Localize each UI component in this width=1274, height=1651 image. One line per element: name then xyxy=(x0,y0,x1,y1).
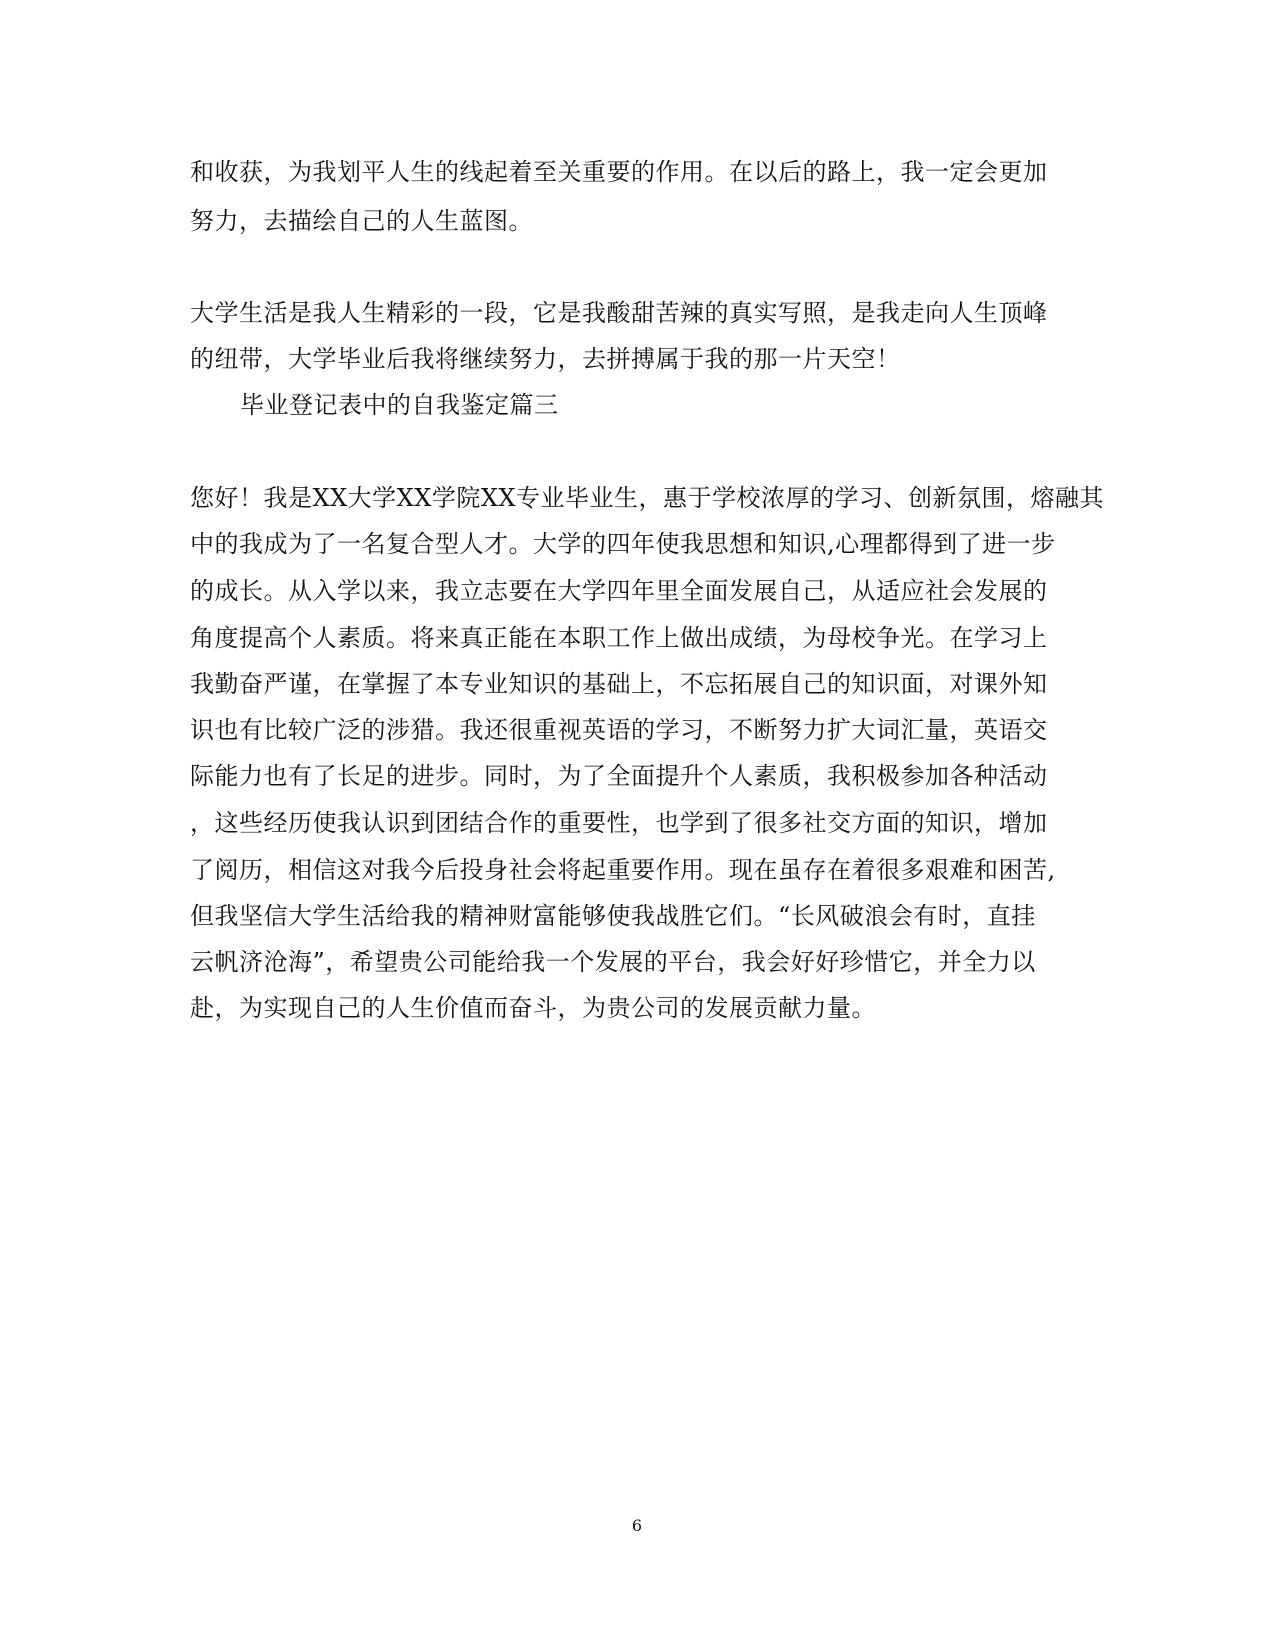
text-line: 大学生活是我人生精彩的一段，它是我酸甜苦辣的真实写照，是我走向人生顶峰 xyxy=(190,299,1048,327)
text-line: 但我坚信大学生活给我的精神财富能够使我战胜它们。“长风破浪会有时，直挂 xyxy=(190,902,1036,930)
text-line: 和收获，为我划平人生的线起着至关重要的作用。在以后的路上，我一定会更加 xyxy=(190,158,1048,186)
text-line: 我勤奋严谨，在掌握了本专业知识的基础上，不忘拓展自己的知识面，对课外知 xyxy=(190,670,1048,698)
section-heading: 毕业登记表中的自我鉴定篇三 xyxy=(240,391,559,419)
text-line: 中的我成为了一名复合型人才。大学的四年使我思想和知识,心理都得到了进一步 xyxy=(190,530,1056,558)
text-line: 的纽带，大学毕业后我将继续努力，去拼搏属于我的那一片天空！ xyxy=(190,345,901,373)
text-line: ，这些经历使我认识到团结合作的重要性，也学到了很多社交方面的知识，增加 xyxy=(190,809,1048,837)
text-line: 赴，为实现自己的人生价值而奋斗，为贵公司的发展贡献力量。 xyxy=(190,994,876,1022)
text-line: 努力，去描绘自己的人生蓝图。 xyxy=(190,207,533,235)
text-line: 云帆济沧海”，希望贵公司能给我一个发展的平台，我会好好珍惜它，并全力以 xyxy=(190,948,1036,976)
text-line: 角度提高个人素质。将来真正能在本职工作上做出成绩，为母校争光。在学习上 xyxy=(190,624,1048,652)
text-line: 的成长。从入学以来，我立志要在大学四年里全面发展自己，从适应社会发展的 xyxy=(190,577,1048,605)
text-line: 了阅历，相信这对我今后投身社会将起重要作用。现在虽存在着很多艰难和困苦, xyxy=(190,856,1056,884)
text-line: 识也有比较广泛的涉猎。我还很重视英语的学习，不断努力扩大词汇量，英语交 xyxy=(190,716,1048,744)
text-line: 您好！我是XX大学XX学院XX专业毕业生，惠于学校浓厚的学习、创新氛围，熔融其 xyxy=(190,484,1105,512)
page-number: 6 xyxy=(631,1516,643,1535)
text-line: 际能力也有了长足的进步。同时，为了全面提升个人素质，我积极参加各种活动 xyxy=(190,762,1048,790)
